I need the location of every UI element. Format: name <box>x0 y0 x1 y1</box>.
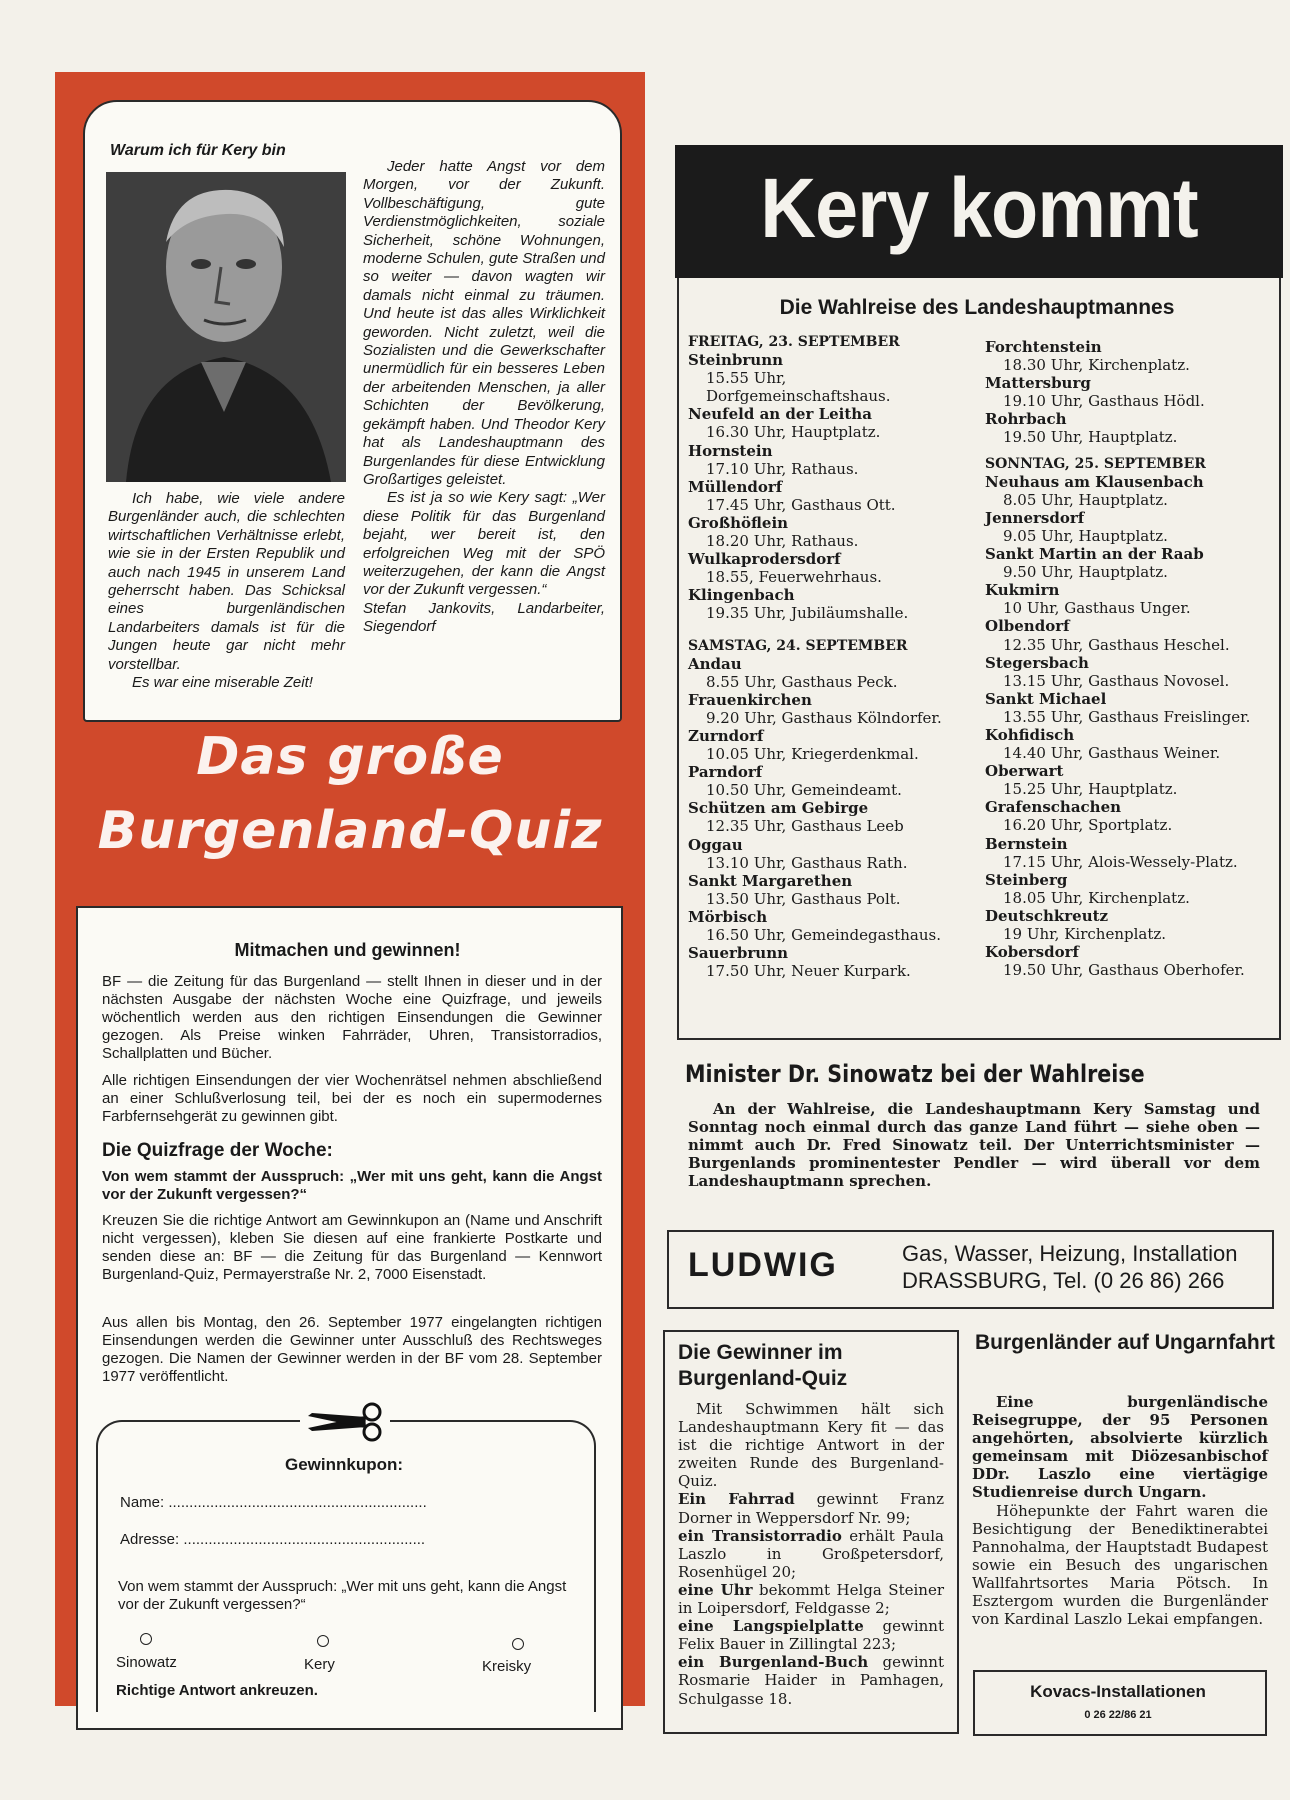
stop-place: Stegersbach <box>985 653 1089 672</box>
quiz-subtitle: Mitmachen und gewinnen! <box>234 940 461 960</box>
stop-place: Klingenbach <box>688 586 795 605</box>
winners-list <box>678 1490 944 1707</box>
stop-detail: 19.10 Uhr, Gasthaus Hödl. <box>1003 392 1205 411</box>
testimonial-text-left <box>108 490 345 692</box>
stop-place: Forchtenstein <box>985 338 1102 356</box>
stop-detail: 10 Uhr, Gasthaus Unger. <box>1003 599 1191 618</box>
stop-detail: 9.50 Uhr, Hauptplatz. <box>1003 563 1168 582</box>
tour-schedule-left <box>688 333 973 980</box>
kovacs-ad-box <box>973 1670 1267 1736</box>
stop-place: Sankt Martin an der Raab <box>985 545 1204 564</box>
winners-body <box>678 1400 944 1708</box>
headline-kery-kommt: Kery kommt <box>760 161 1198 255</box>
quiz-title-line-1: Das große <box>196 727 504 787</box>
winner-entry <box>678 1653 944 1707</box>
testimonial-text-right <box>363 158 605 637</box>
stop-detail: 12.35 Uhr, Gasthaus Leeb <box>706 817 904 836</box>
stop-detail: 17.10 Uhr, Rathaus. <box>706 459 859 478</box>
stop-detail: 14.40 Uhr, Gasthaus Weiner. <box>1003 744 1221 763</box>
winner-text: bekommt Helga Steiner in Loipersdorf, Feldgasse 2; <box>678 1580 944 1618</box>
stop-detail: 18.30 Uhr, Kirchenplatz. <box>1003 356 1190 375</box>
coupon-question: Von wem stammt der Ausspruch: „Wer mit uns geht, kann die Angst vor der Zukunft vergessen?“ <box>118 1578 567 1613</box>
stop-place: Andau <box>688 654 742 673</box>
tour-title: Die Wahlreise des Landeshauptmannes <box>779 296 1175 319</box>
stop-place: Zurndorf <box>688 726 764 745</box>
stop-detail: 13.15 Uhr, Gasthaus Novosel. <box>1003 671 1230 690</box>
tour-schedule-right <box>985 338 1270 979</box>
stop-place: Sankt Margarethen <box>688 871 853 890</box>
stop-place: Hornstein <box>688 441 773 460</box>
testimonial-paragraph-4: Es ist ja so wie Kery sagt: „Wer diese Politik für das Burgenland bejaht, wer bereit ist, den erfolgreichen Weg mit der SPÖ weiterzugehen, der kann die Angst vor der Zukunft vergessen.“ <box>363 489 605 599</box>
winner-text: gewinnt Rosmarie Haider in Pamhagen, Schulgasse 18. <box>678 1653 944 1708</box>
stop-detail: 8.55 Uhr, Gasthaus Peck. <box>706 672 898 691</box>
stop-place: Wulkaprodersdorf <box>688 550 841 569</box>
stop-detail: 10.05 Uhr, Kriegerdenkmal. <box>706 745 919 764</box>
stop-detail: 10.50 Uhr, Gemeindeamt. <box>706 781 902 800</box>
winner-entry <box>678 1617 944 1653</box>
quiz-title <box>70 720 630 868</box>
winner-prize: eine Langspielplatte <box>678 1617 864 1636</box>
quiz-paragraph-4: Aus allen bis Montag, den 26. September 1977 eingelangten richtigen Einsendungen werden die Gewinner unter Ausschluß des Rechtsweges gezogen. Die Namen der Gewinner werden in der BF vom 28. September 1977 veröffentlicht. <box>102 1314 602 1385</box>
stop-detail: 19 Uhr, Kirchenplatz. <box>1003 925 1167 943</box>
winner-text: gewinnt Franz Dorner in Weppersdorf Nr. 99; <box>678 1490 944 1527</box>
kovacs-ad-phone: 0 26 22/86 21 <box>1084 1709 1152 1721</box>
quiz-question-heading: Die Quizfrage der Woche: <box>102 1140 333 1161</box>
stop-detail: 18.55, Feuerwehrhaus. <box>706 568 882 587</box>
testimonial-signature: Stefan Jankovits, Landarbeiter, Siegendorf <box>363 599 605 636</box>
day-friday: FREITAG, 23. SEPTEMBER <box>688 334 900 350</box>
winners-heading: Die Gewinner im Burgenland-Quiz <box>678 1341 848 1390</box>
winners-intro: Mit Schwimmen hält sich Landeshauptmann Kery fit — das ist die richtige Antwort in der zweiten Runde des Burgenland-Quiz. <box>678 1400 944 1491</box>
stop-place: Steinbrunn <box>688 351 784 370</box>
stop-detail: 18.20 Uhr, Rathaus. <box>706 532 859 551</box>
stop-place: Oggau <box>688 835 743 854</box>
option-kreisky-label: Kreisky <box>482 1658 532 1675</box>
sunday-stops <box>985 473 1270 980</box>
day-sunday: SONNTAG, 25. SEPTEMBER <box>985 455 1206 472</box>
stop-detail: 9.05 Uhr, Hauptplatz. <box>1003 526 1168 545</box>
stop-detail: 19.35 Uhr, Jubiläumshalle. <box>706 604 909 623</box>
stop-place: Sankt Michael <box>985 689 1107 708</box>
stop-detail: 16.30 Uhr, Hauptplatz. <box>706 423 881 442</box>
winner-prize: ein Burgenland-Buch <box>678 1653 869 1672</box>
option-sinowatz-radio[interactable] <box>140 1633 152 1645</box>
coupon-title: Gewinnkupon: <box>284 1455 404 1474</box>
winner-entry <box>678 1581 944 1617</box>
stop-place: Oberwart <box>985 762 1064 781</box>
coupon-name-field[interactable]: Name: .............................................................. <box>120 1494 427 1511</box>
stop-detail: 9.20 Uhr, Gasthaus Kölndorfer. <box>706 708 942 727</box>
saturday-stops-continued <box>985 338 1270 447</box>
ludwig-ad-name: LUDWIG <box>688 1246 838 1284</box>
ludwig-ad-address: DRASSBURG, Tel. (0 26 86) 266 <box>902 1268 1225 1293</box>
stop-place: Kohfidisch <box>985 725 1075 744</box>
stop-place: Sauerbrunn <box>688 944 789 963</box>
winner-prize: Ein Fahrrad <box>678 1490 795 1509</box>
scissors-icon <box>300 1402 390 1442</box>
winner-text: erhält Paula Laszlo in Großpetersdorf, Rosenhügel 20; <box>678 1526 944 1581</box>
winner-entry <box>678 1527 944 1581</box>
stop-detail: 8.05 Uhr, Hauptplatz. <box>1003 490 1168 509</box>
ungarn-body <box>972 1393 1268 1628</box>
saturday-stops <box>688 655 973 981</box>
stop-detail: 17.45 Uhr, Gasthaus Ott. <box>706 495 896 514</box>
stop-place: Kobersdorf <box>985 943 1079 962</box>
quiz-paragraph-2: Alle richtigen Einsendungen der vier Wochenrätsel nehmen abschließend an einer Schlußverlosung teil, bei der es noch ein supermodernes Farbfernsehgerät zu gewinnen gibt. <box>102 1072 602 1125</box>
stop-detail: 13.10 Uhr, Gasthaus Rath. <box>706 853 908 872</box>
option-kery-label: Kery <box>304 1656 335 1673</box>
stop-place: Parndorf <box>688 763 763 782</box>
day-saturday: SAMSTAG, 24. SEPTEMBER <box>688 637 908 654</box>
kovacs-ad-name: Kovacs-Installationen <box>1030 1682 1206 1701</box>
stop-place: Mörbisch <box>688 907 768 926</box>
stop-place: Mattersburg <box>985 374 1091 393</box>
quiz-question: Von wem stammt der Ausspruch: „Wer mit uns geht, kann die Angst vor der Zukunft vergessen?“ <box>102 1168 602 1203</box>
winner-prize: ein Transistorradio <box>678 1526 842 1545</box>
quiz-paragraph-3: Kreuzen Sie die richtige Antwort am Gewinnkupon an (Name und Anschrift nicht vergessen), kleben Sie diesen auf eine frankierte Postkarte und senden diese an: BF — die Zeitung für das Burgenland — Kennwort Burgenland-Quiz, Permayerstraße Nr. 2, 7000 Eisenstadt. <box>102 1212 602 1283</box>
option-kreisky-radio[interactable] <box>512 1638 524 1650</box>
minister-body: An der Wahlreise, die Landeshauptmann Kery Samstag und Sonntag noch einmal durch das ganze Land führt — siehe oben — nimmt auch Dr. Fred Sinowatz teil. Der Unterrichtsminister — Burgenlands prominentester Pendler — wird überall vor dem Landeshauptmann sprechen. <box>688 1100 1260 1191</box>
quiz-paragraph-1: BF — die Zeitung für das Burgenland — stellt Ihnen in dieser und in der nächsten Ausgabe der nächsten Woche eine Quizfrage, und jeweils wöchentlich werden aus den richtigen Einsendungen die Gewinner gezogen. Als Preise winken Fahrräder, Uhren, Transistorradios, Schallplatten und Bücher. <box>102 973 602 1062</box>
stop-place: Jennersdorf <box>985 508 1085 527</box>
winner-prize: eine Uhr <box>678 1580 753 1599</box>
stop-detail: 17.15 Uhr, Alois-Wessely-Platz. <box>1003 852 1238 871</box>
testimonial-paragraph-3: Jeder hatte Angst vor dem Morgen, vor der Zukunft. Vollbeschäftigung, gute Verdienstmöglichkeiten, soziale Sicherheit, schöne Wohnungen, moderne Schulen, gute Straßen und so weiter — davon wagten wir damals nicht einmal zu träumen. Und heute ist das alles Wirklichkeit geworden. Nicht zuletzt, weil die Sozialisten und die Gewerkschafter unermüdlich für ein besseres Leben der arbeitenden Menschen, ja aller Schichten der Bevölkerung, gekämpft haben. Und Theodor Kery hat als Landeshauptmann des Burgenlandes für diese Entwicklung Großartiges geleistet. <box>363 158 605 488</box>
minister-headline: Minister Dr. Sinowatz bei der Wahlreise <box>685 1060 1145 1088</box>
stop-detail: 17.50 Uhr, Neuer Kurpark. <box>706 962 911 981</box>
friday-stops <box>688 351 973 622</box>
ungarn-text: Höhepunkte der Fahrt waren die Besichtigung der Benediktinerabtei Pannohalma, der Hauptstadt Budapest sowie ein Besuch des ungarischen Wallfahrtsortes Maria Pötsch. In Esztergom wurden die Burgenländer von Kardinal Laszlo Lekai empfangen. <box>972 1501 1268 1629</box>
stop-place: Steinberg <box>985 870 1068 889</box>
stop-detail: 13.55 Uhr, Gasthaus Freislinger. <box>1003 707 1251 726</box>
quiz-title-line-2: Burgenland-Quiz <box>97 801 603 861</box>
coupon-address-field[interactable]: Adresse: .......................................................... <box>120 1531 426 1548</box>
portrait-photo <box>106 172 346 482</box>
stop-place: Kukmirn <box>985 581 1060 600</box>
stop-detail: 19.50 Uhr, Hauptplatz. <box>1003 428 1178 447</box>
stop-place: Olbendorf <box>985 617 1070 636</box>
option-sinowatz-label: Sinowatz <box>116 1654 177 1671</box>
testimonial-heading: Warum ich für Kery bin <box>110 142 286 159</box>
option-kery-radio[interactable] <box>317 1635 329 1647</box>
stop-detail: 13.50 Uhr, Gasthaus Polt. <box>706 889 901 908</box>
stop-detail: 16.50 Uhr, Gemeindegasthaus. <box>706 926 941 944</box>
testimonial-paragraph-1: Ich habe, wie viele andere Burgenländer auch, die schlechten wirtschaftlichen Verhältnisse erlebt, wie sie in der Ersten Republik und auch nach 1945 in unserem Land geherrscht haben. Das Schicksal eines burgenländischen Landarbeiters damals ist für die Jungen heute gar nicht mehr vorstellbar. <box>108 490 345 673</box>
stop-place: Neufeld an der Leitha <box>688 405 872 424</box>
stop-place: Frauenkirchen <box>688 690 812 709</box>
stop-detail: 12.35 Uhr, Gasthaus Heschel. <box>1003 635 1230 654</box>
winner-entry <box>678 1490 944 1526</box>
stop-place: Deutschkreutz <box>985 906 1109 925</box>
stop-place: Schützen am Gebirge <box>688 799 869 818</box>
stop-place: Müllendorf <box>688 477 783 496</box>
stop-detail: 15.25 Uhr, Hauptplatz. <box>1003 780 1178 799</box>
stop-detail: 18.05 Uhr, Kirchenplatz. <box>1003 888 1190 907</box>
stop-place: Großhöflein <box>688 513 789 532</box>
testimonial-paragraph-2: Es war eine miserable Zeit! <box>132 674 313 692</box>
stop-detail: 15.55 Uhr, Dorfgemeinschaftshaus. <box>706 369 891 406</box>
ludwig-ad-services: Gas, Wasser, Heizung, Installation <box>902 1241 1238 1266</box>
ungarn-heading: Burgenländer auf Ungarnfahrt <box>975 1331 1275 1354</box>
stop-place: Bernstein <box>985 834 1068 853</box>
winner-text: gewinnt Felix Bauer in Zillingtal 223; <box>678 1617 944 1654</box>
stop-place: Rohrbach <box>985 410 1067 429</box>
stop-detail: 19.50 Uhr, Gasthaus Oberhofer. <box>1003 961 1245 980</box>
ungarn-lead: Eine burgenländische Reisegruppe, der 95 Personen angehörten, absolvierte kürzlich gemeinsam mit Diözesanbischof DDr. Laszlo eine viertägige Studienreise durch Ungarn. <box>972 1393 1268 1502</box>
stop-place: Neuhaus am Klausenbach <box>985 472 1204 491</box>
coupon-footer: Richtige Antwort ankreuzen. <box>116 1682 318 1699</box>
stop-place: Grafenschachen <box>985 798 1122 817</box>
stop-detail: 16.20 Uhr, Sportplatz. <box>1003 816 1173 835</box>
